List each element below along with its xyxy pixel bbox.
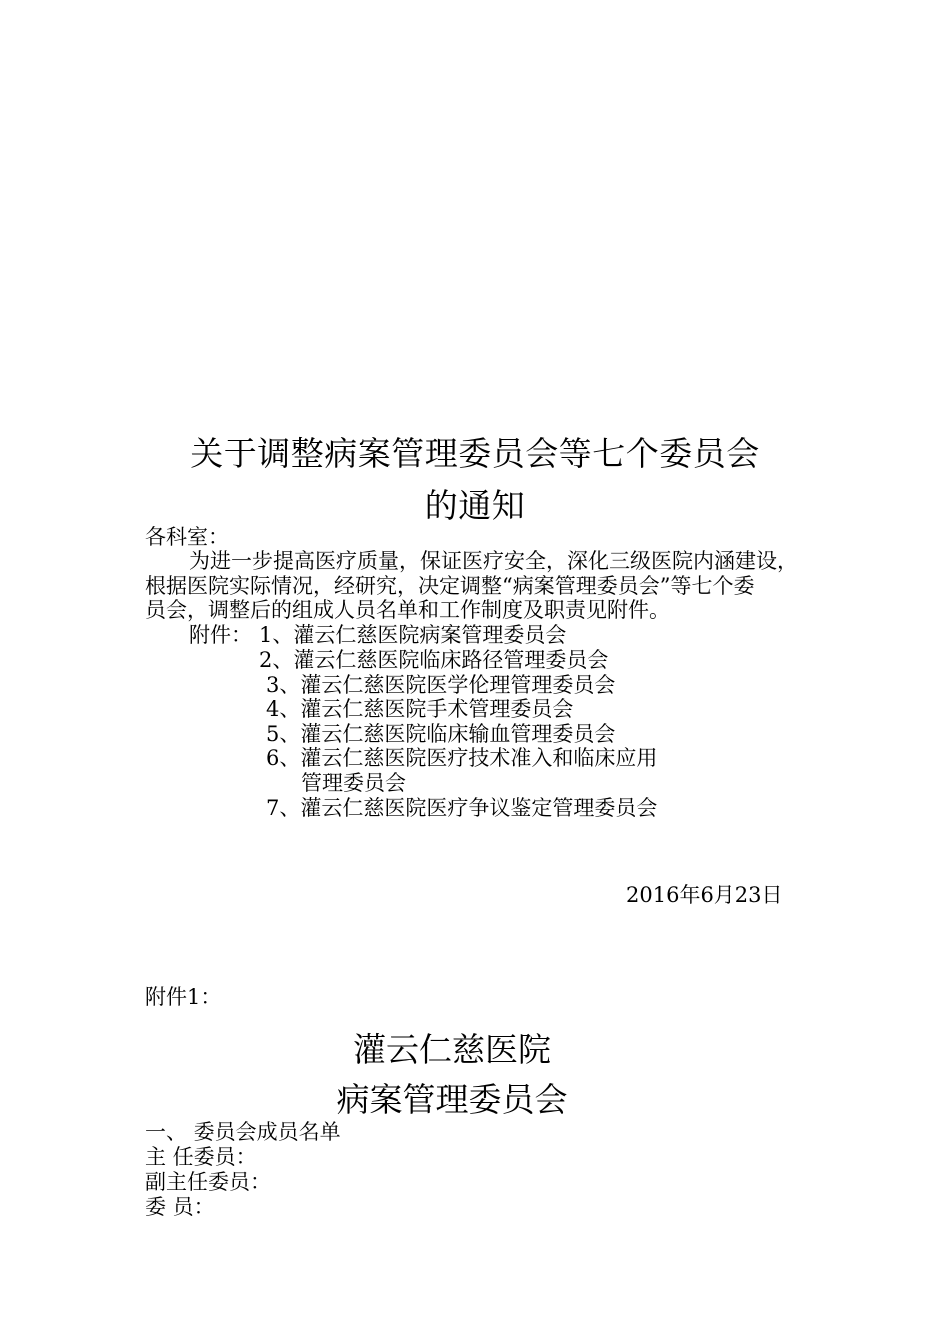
- notice-date: 2016年6月23日: [626, 883, 783, 907]
- attachment-item-3: 3、灌云仁慈医院医学伦理管理委员会: [266, 673, 616, 697]
- attachment-item-5: 5、灌云仁慈医院临床输血管理委员会: [266, 722, 616, 746]
- director-label: 主 任委员：: [145, 1145, 257, 1169]
- attachments-label: 附件：: [189, 623, 252, 647]
- notice-title-line1: 关于调整病案管理委员会等七个委员会: [190, 434, 760, 473]
- attachment-item-7: 7、灌云仁慈医院医疗争议鉴定管理委员会: [266, 796, 658, 820]
- members-label: 委 员：: [145, 1195, 215, 1219]
- section-member-list-heading: 一、 委员会成员名单: [145, 1120, 341, 1144]
- attachment-item-6: 6、灌云仁慈医院医疗技术准入和临床应用: [266, 746, 658, 770]
- notice-title-line2: 的通知: [424, 486, 526, 525]
- vice-director-label: 副主任委员：: [145, 1170, 271, 1194]
- salutation: 各科室：: [145, 525, 229, 549]
- attachment1-label: 附件1：: [145, 985, 222, 1009]
- attachment-item-1: 1、灌云仁慈医院病案管理委员会: [259, 623, 567, 647]
- attachment1-title-line1: 灌云仁慈医院: [353, 1030, 551, 1069]
- attachment-item-2: 2、灌云仁慈医院临床路径管理委员会: [259, 648, 609, 672]
- attachment-item-6-continued: 管理委员会: [301, 771, 406, 795]
- attachment-item-4: 4、灌云仁慈医院手术管理委员会: [266, 697, 574, 721]
- attachment1-title-line2: 病案管理委员会: [336, 1080, 568, 1119]
- body-paragraph-line2: 根据医院实际情况，经研究，决定调整“病案管理委员会”等七个委: [145, 574, 755, 598]
- body-paragraph-line1: 为进一步提高医疗质量，保证医疗安全，深化三级医院内涵建设，: [189, 549, 798, 573]
- body-paragraph-line3: 员会，调整后的组成人员名单和工作制度及职责见附件。: [145, 598, 670, 622]
